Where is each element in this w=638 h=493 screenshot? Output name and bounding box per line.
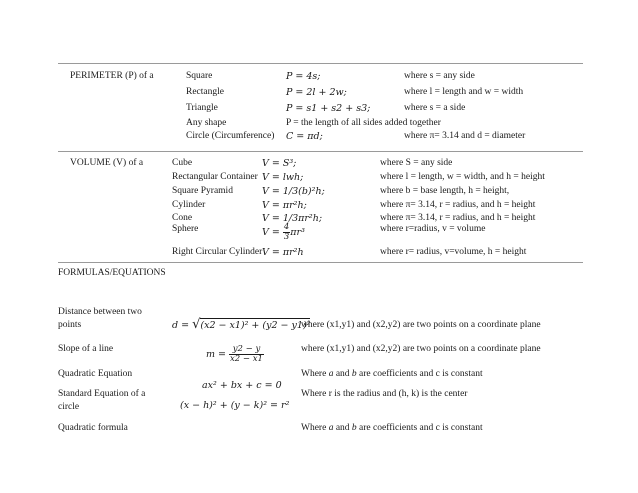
slope-formula-pre: m = bbox=[206, 349, 230, 360]
rule-perimeter-bottom bbox=[58, 151, 583, 152]
quadratic-formula-note-mid: and bbox=[333, 423, 352, 433]
volume-formula-right-circ-cylinder: V = πr²h bbox=[262, 247, 304, 258]
circle-eq-note: Where r is the radius and (h, k) is the center bbox=[301, 389, 468, 399]
perimeter-shape-triangle: Triangle bbox=[186, 103, 218, 113]
slope-label: Slope of a line bbox=[58, 344, 114, 354]
quadratic-eq-formula: ax² + bx + c = 0 bbox=[202, 380, 282, 391]
slope-fraction-den: x2 − x1 bbox=[230, 354, 263, 364]
perimeter-note-triangle: where s = a side bbox=[404, 103, 466, 113]
perimeter-formula-circle: C = πd; bbox=[286, 131, 323, 142]
slope-note: where (x1,y1) and (x2,y2) are two points on a coordinate plane bbox=[301, 344, 541, 354]
volume-shape-right-circ-cylinder: Right Circular Cylinder bbox=[172, 247, 263, 257]
volume-shape-rect-container: Rectangular Container bbox=[172, 172, 258, 182]
quadratic-formula-note bbox=[301, 423, 483, 434]
perimeter-note-circle: where π= 3.14 and d = diameter bbox=[404, 131, 526, 141]
perimeter-shape-square: Square bbox=[186, 71, 213, 81]
volume-shape-cylinder: Cylinder bbox=[172, 200, 206, 210]
distance-label-line2: points bbox=[58, 320, 82, 330]
slope-fraction-num: y2 − y bbox=[229, 345, 264, 355]
perimeter-note-any: P = the length of all sides added together bbox=[286, 118, 441, 128]
perimeter-formula-rectangle: P = 2l + 2w; bbox=[286, 87, 347, 98]
quadratic-formula-note-a: a bbox=[328, 423, 334, 433]
quadratic-eq-note-post: are coefficients and c is constant bbox=[356, 369, 483, 379]
circle-eq-formula: (x − h)² + (y − k)² = r² bbox=[180, 400, 290, 411]
volume-shape-sphere: Sphere bbox=[172, 224, 199, 234]
distance-note: where (x1,y1) and (x2,y2) are two points on a coordinate plane bbox=[301, 320, 541, 330]
volume-note-sphere: where r=radius, v = volume bbox=[380, 224, 486, 234]
perimeter-shape-circle: Circle (Circumference) bbox=[186, 131, 275, 141]
volume-heading: VOLUME (V) of a bbox=[70, 158, 144, 168]
volume-formula-cone: V = 1/3πr²h; bbox=[262, 213, 323, 224]
volume-formula-cylinder: V = πr²h; bbox=[262, 200, 307, 211]
formulas-heading: FORMULAS/EQUATIONS bbox=[58, 268, 166, 278]
volume-shape-cone: Cone bbox=[172, 213, 193, 223]
perimeter-shape-any: Any shape bbox=[186, 118, 227, 128]
sphere-formula-post: πr³ bbox=[290, 227, 305, 238]
volume-formula-sphere bbox=[262, 223, 305, 242]
volume-formula-cube: V = S³; bbox=[262, 158, 297, 169]
perimeter-formula-square: P = 4s; bbox=[286, 71, 321, 82]
circle-eq-label-line2: circle bbox=[58, 402, 80, 412]
perimeter-note-square: where s = any side bbox=[404, 71, 475, 81]
quadratic-eq-note bbox=[301, 369, 483, 380]
volume-note-right-circ-cylinder: where r= radius, v=volume, h = height bbox=[380, 247, 527, 257]
slope-formula bbox=[206, 345, 264, 364]
sphere-fraction-num: 4 bbox=[283, 222, 290, 232]
circle-eq-label-line1: Standard Equation of a bbox=[58, 389, 146, 399]
quadratic-eq-note-mid: and bbox=[333, 369, 352, 379]
volume-note-cube: where S = any side bbox=[380, 158, 453, 168]
quadratic-formula-label: Quadratic formula bbox=[58, 423, 128, 433]
volume-formula-square-pyramid: V = 1/3(b)²h; bbox=[262, 186, 325, 197]
volume-note-rect-container: where l = length, w = width, and h = height bbox=[380, 172, 545, 182]
distance-formula-pre: d = bbox=[172, 320, 193, 331]
volume-shape-cube: Cube bbox=[172, 158, 193, 168]
perimeter-note-rectangle: where l = length and w = width bbox=[404, 87, 524, 97]
distance-radicand: (x2 − x1)² + (y2 − y1)² bbox=[200, 320, 311, 331]
volume-note-cone: where π= 3.14, r = radius, and h = height bbox=[380, 213, 536, 223]
quadratic-formula-note-b: b bbox=[351, 423, 357, 433]
quadratic-eq-note-b: b bbox=[351, 369, 357, 379]
volume-note-cylinder: where π= 3.14, r = radius, and h = height bbox=[380, 200, 536, 210]
slope-fraction bbox=[229, 345, 264, 364]
perimeter-formula-triangle: P = s1 + s2 + s3; bbox=[286, 103, 371, 114]
sphere-formula-pre: V = bbox=[262, 227, 283, 238]
quadratic-eq-note-pre: Where bbox=[301, 369, 329, 379]
rule-volume-bottom bbox=[58, 262, 583, 263]
distance-label-line1: Distance between two bbox=[58, 307, 142, 317]
quadratic-formula-note-post: are coefficients and c is constant bbox=[356, 423, 483, 433]
distance-formula bbox=[172, 318, 310, 331]
perimeter-shape-rectangle: Rectangle bbox=[186, 87, 224, 97]
quadratic-eq-note-a: a bbox=[328, 369, 334, 379]
volume-note-square-pyramid: where b = base length, h = height, bbox=[380, 186, 510, 196]
sqrt-icon: √ bbox=[192, 317, 201, 332]
volume-shape-square-pyramid: Square Pyramid bbox=[172, 186, 233, 196]
rule-top bbox=[58, 63, 583, 64]
sphere-fraction-den: 3 bbox=[283, 232, 290, 242]
quadratic-formula-note-pre: Where bbox=[301, 423, 329, 433]
volume-formula-rect-container: V = lwh; bbox=[262, 172, 304, 183]
perimeter-heading: PERIMETER (P) of a bbox=[70, 71, 154, 81]
quadratic-eq-label: Quadratic Equation bbox=[58, 369, 133, 379]
